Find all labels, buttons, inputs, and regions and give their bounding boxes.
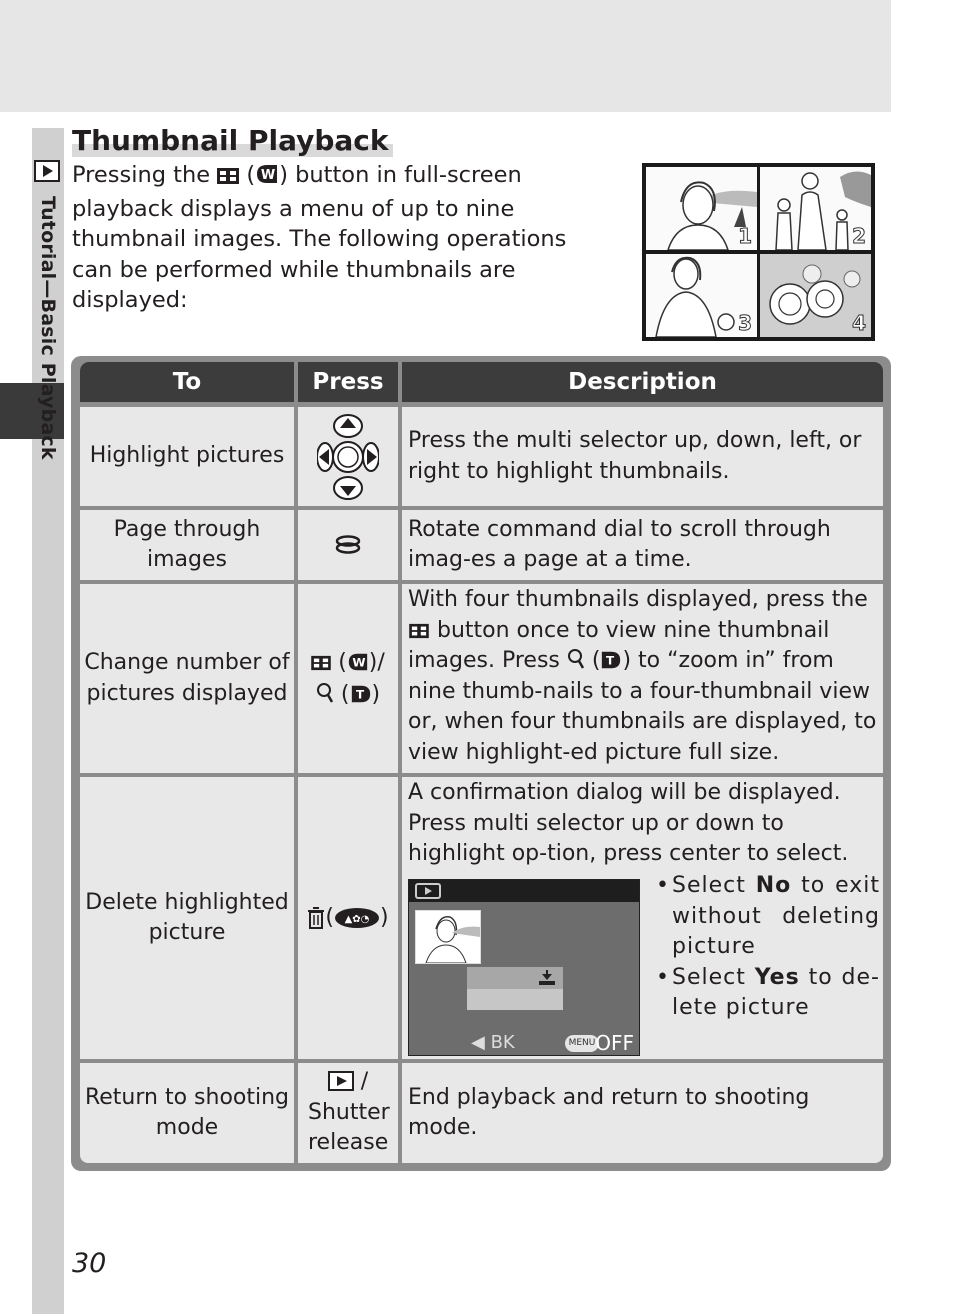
bullet-prefix: Select: [672, 964, 746, 990]
bullet-suffix: to exit without deleting picture: [672, 873, 880, 959]
t-button-icon: [350, 683, 372, 705]
thumbnail-number: 2: [852, 224, 866, 248]
row3-desc-d: ) to “zoom in” from nine thumb-nails to a four-thumbnail view or, when four thumbnails are displayed, to view highlight-ed picture full size.: [408, 648, 877, 765]
thumbnail-icon: [311, 655, 331, 671]
screen-thumbnail: [415, 910, 481, 964]
zoom-icon: [316, 682, 334, 704]
thumbnail-number: 1: [738, 224, 752, 248]
press-sep: ): [380, 904, 389, 930]
multi-selector-icon: [298, 407, 398, 506]
bullet-prefix: Select: [672, 873, 746, 898]
svg-text:T: T: [606, 653, 615, 668]
delete-icon: [537, 970, 557, 986]
thumbnail-icon: [408, 623, 430, 639]
press-sep: (: [325, 904, 334, 930]
playback-icon: [328, 1071, 354, 1091]
press-sep: )/: [368, 649, 385, 675]
screen-off-label: OFF: [595, 1031, 634, 1055]
thumbnail-number: 4: [852, 311, 866, 335]
intro-part3: ) button in full-screen playback displays a menu of up to nine thumbnail images. The following operations can be performed while thumbnails are displayed:: [72, 162, 567, 313]
page-title: Thumbnail Playback: [72, 124, 393, 157]
bullet-option: No: [755, 873, 792, 898]
svg-text:W: W: [352, 655, 366, 670]
intro-part1: Pressing the: [72, 162, 211, 188]
mode-button-icon: [334, 907, 380, 929]
press-sep: (: [338, 649, 347, 675]
thumbnail-number: 3: [738, 311, 752, 335]
delete-confirmation-screen: [408, 879, 640, 1056]
screen-title-bar: [409, 880, 639, 902]
svg-text:W: W: [261, 168, 276, 183]
screen-back-label: ◀ BK: [471, 1032, 515, 1053]
row1-description: Press the multi selector up, down, left, or right to highlight thumbnails.: [402, 407, 883, 506]
thumbnail-3: [646, 254, 757, 337]
thumbnail-2: [760, 167, 871, 250]
thumbnail-sample: [642, 163, 875, 341]
t-button-icon: [600, 649, 622, 671]
intro-part2: (: [246, 162, 256, 188]
row3-to: Change number of pictures displayed: [80, 584, 294, 773]
w-button-icon: [347, 651, 369, 673]
intro-text: [72, 160, 612, 316]
playback-icon: [415, 883, 441, 899]
delete-options-list: [656, 871, 880, 1024]
screen-menu-option-1: [467, 967, 563, 989]
press-sep: ): [371, 681, 381, 707]
press-line-1: [328, 1067, 368, 1098]
svg-text:▲✿◔: ▲✿◔: [344, 914, 370, 925]
playback-icon: [34, 160, 60, 182]
row3-description: [402, 584, 883, 773]
row5-to: Return to shooting mode: [80, 1063, 294, 1163]
row4-to: Delete highlighted picture: [80, 777, 294, 1059]
bullet-suffix: to de-lete picture: [672, 964, 880, 1020]
svg-text:T: T: [355, 687, 364, 702]
row5-description: End playback and return to shooting mode.: [402, 1063, 883, 1163]
row1-to: Highlight pictures: [80, 407, 294, 506]
bullet-option: Yes: [754, 964, 800, 990]
row3-desc-a: With four thumbnails displayed, press the: [408, 587, 868, 612]
row3-desc-c: (: [591, 648, 601, 673]
section-label: Tutorial—Basic Playback: [37, 196, 59, 460]
row2-description: Rotate command dial to scroll through imag-es a page at a time.: [402, 510, 883, 580]
row4-description: A confirmation dialog will be displayed. Press multi selector up or down to highlight op-tion, press center to select.: [402, 777, 883, 1059]
row5-press: [298, 1063, 398, 1163]
row3-desc-b: button once to view nine thumbnail images. Press: [408, 617, 830, 673]
screen-menu-button: MENU: [565, 1035, 599, 1052]
top-band: [0, 0, 891, 112]
delete-icon: [307, 907, 325, 929]
screen-menu-option-2: [467, 989, 563, 1010]
thumbnail-icon: [217, 163, 239, 194]
w-button-icon: [255, 163, 279, 194]
press-line-2: [316, 679, 380, 711]
press-sep: (: [340, 681, 350, 707]
row4-press: [298, 777, 398, 1059]
press-shutter-release: Shutter release: [308, 1099, 390, 1156]
command-dial-icon: [298, 510, 398, 580]
row3-press: [298, 584, 398, 773]
thumbnail-4: [760, 254, 871, 337]
bullet-item: • Select Yes to de-lete picture: [656, 964, 880, 1020]
header-press: Press: [298, 362, 398, 402]
thumbnail-1: [646, 167, 757, 250]
zoom-icon: [567, 648, 585, 670]
header-description: Description: [402, 362, 883, 402]
header-to: To: [80, 362, 294, 402]
press-line-1: [311, 647, 385, 679]
bullet-item: • Select No to exit without deleting picture: [656, 873, 880, 959]
page-number: 30: [72, 1248, 107, 1279]
press-slash: /: [360, 1069, 369, 1095]
row2-to: Page through images: [80, 510, 294, 580]
